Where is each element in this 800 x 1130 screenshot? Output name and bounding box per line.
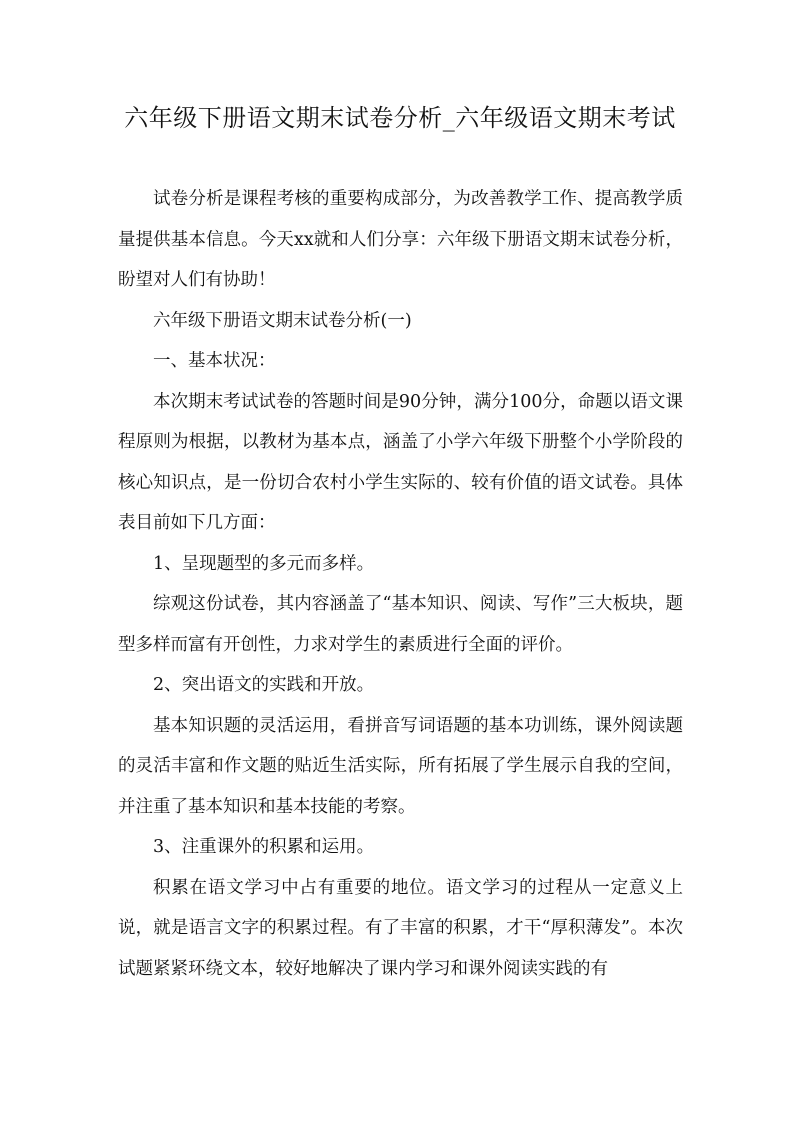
list-heading-3: 3、注重课外的积累和运用。 <box>153 837 375 857</box>
paragraph-practice-openness: 基本知识题的灵活运用，看拼音写词语题的基本功训练，课外阅读题的灵活丰富和作文题的贴近生活实际，所有拓展了学生展示自我的空间，并注重了基本知识和基本技能的考察。 <box>118 715 683 817</box>
section-heading: 六年级下册语文期末试卷分析(一) <box>153 310 412 331</box>
document-body <box>118 179 683 989</box>
paragraph-exam-overview: 本次期末考试试卷的答题时间是90分钟，满分100分，命题以语文课程原则为根据，以教材为基本点，涵盖了小学六年级下册整个小学阶段的核心知识点，是一份切合农村小学生实际的、较有价值的语文试卷。具体表目前如下几方面： <box>118 391 683 533</box>
subheading-basic-situation: 一、基本状况： <box>153 351 276 371</box>
list-heading-2: 2、突出语文的实践和开放。 <box>153 675 375 695</box>
paragraph-question-types: 综观这份试卷，其内容涵盖了“基本知识、阅读、写作”三大板块，题型多样而富有开创性，力求对学生的素质进行全面的评价。 <box>118 594 683 655</box>
paragraph-accumulation: 积累在语文学习中占有重要的地位。语文学习的过程从一定意义上说，就是语言文字的积累过程。有了丰富的积累，才干“厚积薄发”。本次试题紧紧环绕文本，较好地解决了课内学习和课外阅读实践的有 <box>118 877 683 979</box>
paragraph-intro: 试卷分析是课程考核的重要构成部分，为改善教学工作、提高教学质量提供基本信息。今天xx就和人们分享：六年级下册语文期末试卷分析，盼望对人们有协助！ <box>118 189 683 290</box>
list-heading-1: 1、呈现题型的多元而多样。 <box>153 553 375 574</box>
document-title: 六年级下册语文期末试卷分析_六年级语文期末考试 <box>124 104 676 132</box>
